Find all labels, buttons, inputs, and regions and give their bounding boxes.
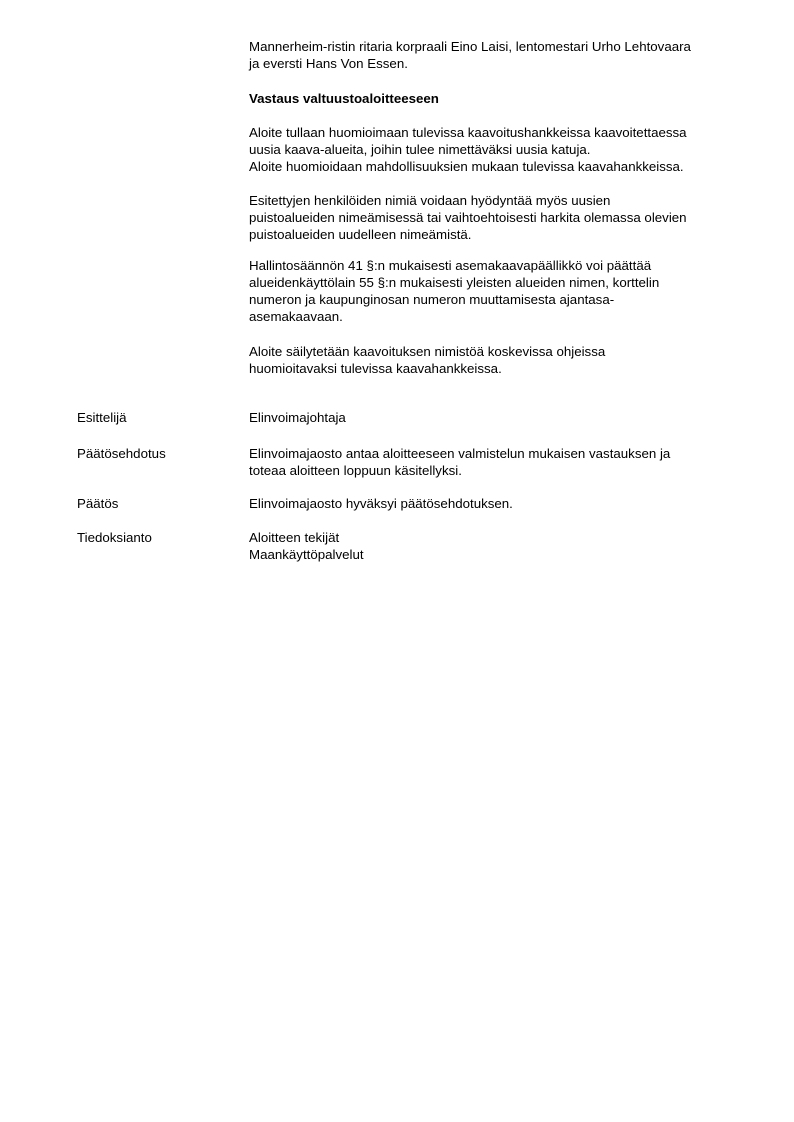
field-value-line: Elinvoimajaosto antaa aloitteeseen valmistelun mukaisen vastauksen ja: [249, 446, 671, 461]
paragraph-line: puistoalueiden nimeämisessä tai vaihtoehtoisesti harkita olemassa olevien: [249, 210, 687, 225]
paragraph-line: uusia kaava-alueita, joihin tulee nimettäväksi uusia katuja.: [249, 142, 591, 157]
field-value: [249, 445, 749, 479]
paragraph-line: Esitettyjen henkilöiden nimiä voidaan hyödyntää myös uusien: [249, 193, 611, 208]
field-label: Esittelijä: [77, 410, 127, 425]
intro-line: ja eversti Hans Von Essen.: [249, 56, 408, 71]
field-value: [249, 495, 749, 512]
field-value-line: Elinvoimajohtaja: [249, 410, 346, 425]
paragraph-line: Aloite huomioidaan mahdollisuuksien mukaan tulevissa kaavahankkeissa.: [249, 159, 684, 174]
field-value: [249, 529, 749, 563]
field-label: Päätösehdotus: [77, 446, 166, 461]
field-value-line: Elinvoimajaosto hyväksyi päätösehdotuksen.: [249, 496, 513, 511]
field-value-line: Maankäyttöpalvelut: [249, 547, 364, 562]
field-value-line: Aloitteen tekijät: [249, 530, 340, 545]
intro-text: [249, 38, 749, 72]
paragraph-line: huomioitavaksi tulevissa kaavahankkeissa.: [249, 361, 502, 376]
field-value-line: toteaa aloitteen loppuun käsitellyksi.: [249, 463, 462, 478]
paragraph-line: numeron ja kaupunginosan numeron muuttamisesta ajantasa-: [249, 292, 615, 307]
paragraph-line: Aloite säilytetään kaavoituksen nimistöä koskevissa ohjeissa: [249, 344, 606, 359]
paragraph-line: asemakaavaan.: [249, 309, 343, 324]
paragraph-line: Hallintosäännön 41 §:n mukaisesti asemakaavapäällikkö voi päättää: [249, 258, 652, 273]
paragraph-line: puistoalueiden uudelleen nimeämistä.: [249, 227, 472, 242]
paragraph-1: [249, 124, 749, 175]
section-heading: Vastaus valtuustoaloitteeseen: [249, 91, 439, 106]
paragraph-2: [249, 192, 749, 243]
paragraph-4: [249, 343, 749, 377]
field-value: [249, 409, 749, 426]
field-label: Tiedoksianto: [77, 530, 152, 545]
paragraph-3: [249, 257, 749, 325]
intro-line: Mannerheim-ristin ritaria korpraali Eino Laisi, lentomestari Urho Lehtovaara: [249, 39, 691, 54]
paragraph-line: Aloite tullaan huomioimaan tulevissa kaavoitushankkeissa kaavoitettaessa: [249, 125, 687, 140]
field-label: Päätös: [77, 496, 119, 511]
paragraph-line: alueidenkäyttölain 55 §:n mukaisesti yleisten alueiden nimen, korttelin: [249, 275, 660, 290]
